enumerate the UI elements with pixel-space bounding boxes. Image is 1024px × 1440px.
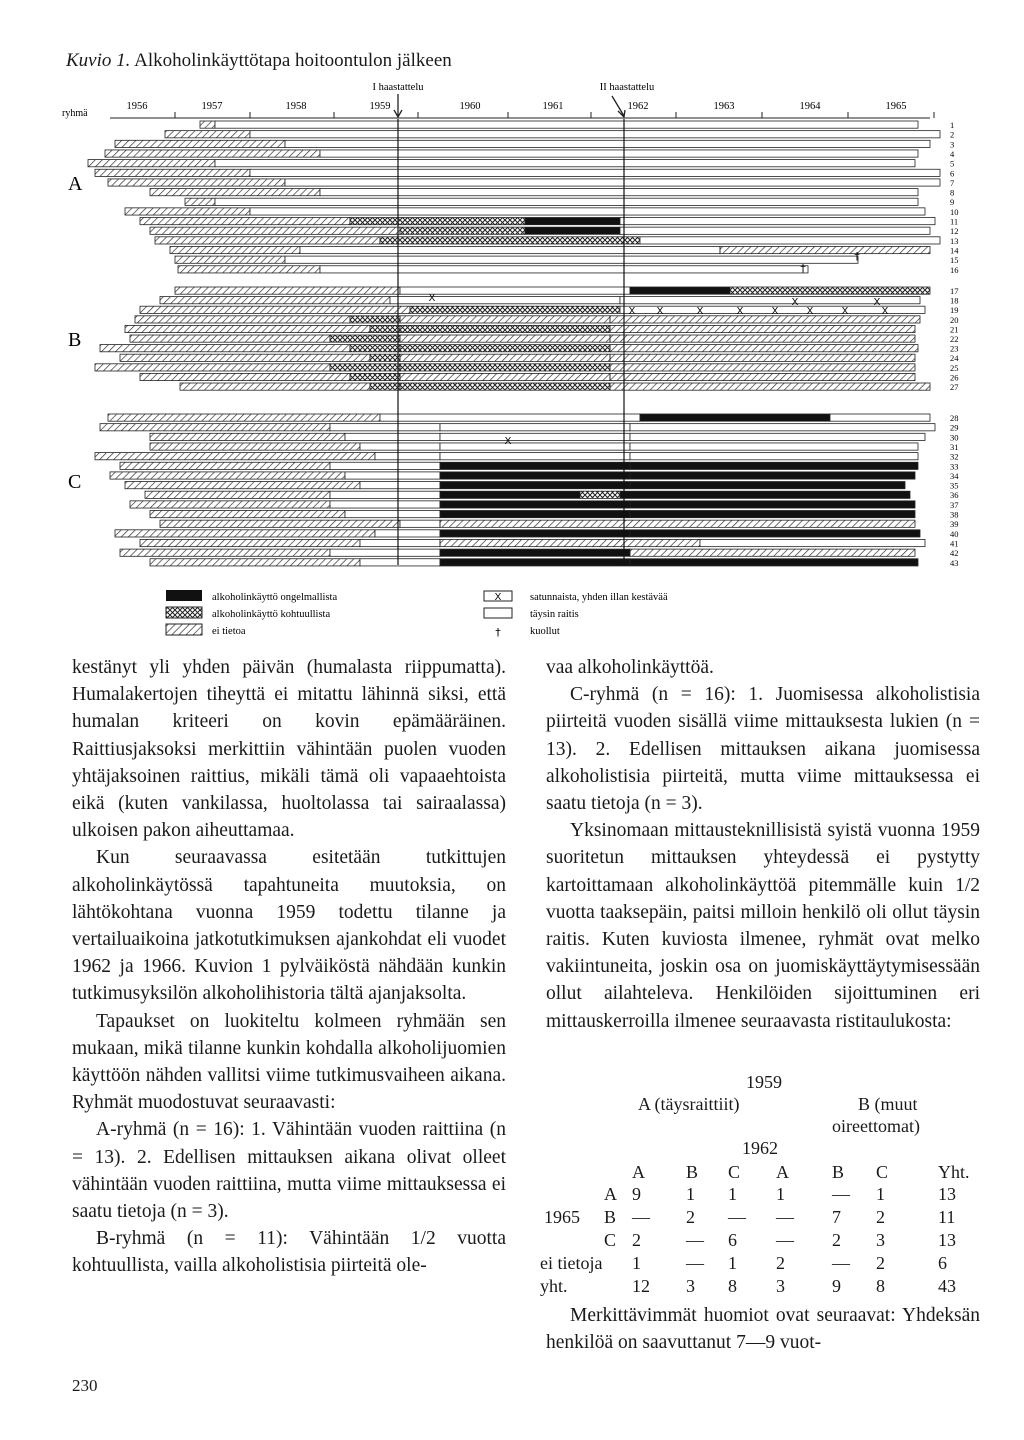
history-bar-segment (525, 218, 620, 225)
history-bar-segment (120, 549, 330, 556)
table-cell: 8 (876, 1276, 885, 1296)
occasional-mark: X (696, 306, 704, 317)
history-bar-segment (250, 169, 940, 176)
row-number: 36 (950, 490, 959, 501)
row-number: 17 (950, 286, 959, 296)
table-cell: 3 (776, 1276, 785, 1296)
paragraph: Tapaukset on luokiteltu kolmeen ryhmään sen mukaan, mikä tilanne kunkin kohdalla alkoholijuomien käyttöön nähden vallitsi viime tutkimusvaiheen aikana. Ryhmät muodostuvat seuraavasti: (72, 1010, 506, 1114)
interview-2-label: II haastattelu (599, 82, 655, 93)
table-cell: — (686, 1253, 704, 1273)
row-number: 41 (950, 538, 959, 549)
table-header-cell: Yht. (938, 1162, 970, 1182)
left-column (72, 654, 506, 1280)
row-number: 22 (950, 334, 959, 344)
table-cell: 1 (632, 1253, 641, 1273)
row-number: 18 (950, 295, 959, 306)
table-cell: — (832, 1184, 850, 1204)
row-number: 28 (950, 413, 959, 423)
row-number: 5 (950, 158, 955, 169)
row-number: 23 (950, 343, 959, 354)
year-label: 1961 (542, 101, 564, 112)
occasional-mark: X (628, 306, 636, 317)
ryhma-label: ryhmä (62, 108, 88, 119)
history-bar-segment (700, 539, 925, 546)
history-bar-segment (160, 297, 390, 304)
row-number: 33 (950, 461, 959, 472)
table-cell: 1 (776, 1184, 785, 1204)
history-bar-segment (95, 364, 330, 371)
legend-swatch-no-info (166, 624, 202, 635)
table-year-1959: 1959 (746, 1072, 782, 1092)
history-bar-segment (400, 345, 610, 352)
history-bar-segment (125, 325, 370, 332)
year-label: 1959 (369, 101, 391, 112)
history-bar-segment (95, 453, 375, 460)
table-row-label: A (604, 1184, 617, 1204)
history-bar-segment (630, 424, 935, 431)
right-column (546, 654, 980, 1035)
history-bar-segment (130, 335, 330, 342)
paragraph: A-ryhmä (n = 16): 1. Vähintään vuoden raittiina (n = 13). 2. Edellisen mittauksen aikana olivat olleet vähintään vuoden raittiina, mutta viime mittauksessa ei saatu tietoja (n = 3). (72, 1119, 506, 1223)
history-bar-segment (95, 169, 250, 176)
row-number: 10 (950, 206, 959, 217)
death-mark: † (800, 262, 806, 275)
row-number: 6 (950, 168, 955, 179)
history-bar-segment (155, 237, 380, 244)
occasional-mark: X (806, 306, 814, 317)
history-bar-segment (440, 511, 630, 518)
history-bar-segment (345, 511, 440, 518)
occasional-mark: X (771, 306, 779, 317)
table-year-1965: 1965 (544, 1207, 580, 1227)
year-label: 1957 (201, 101, 223, 112)
history-bar-segment (345, 472, 440, 479)
history-bar-segment (330, 549, 440, 556)
history-bar-segment (88, 160, 215, 167)
paragraph: Yksinomaan mittausteknillisistä syistä vuonna 1959 suoritetun mittauksen yhteydessä ei pystytty kartoittamaan alkoholinkäyttöä pitemmälle kuin 1/2 vuotta taaksepäin, paitsi milloin henkilö oli ollut täysin raitis. Kuten kuviosta ilmenee, ryhmät ovat melko vakiintuneita, joskin osa on juomiskäyttäytymisessään ollut ailahteleva. Henkilöiden sijoittuminen eri mittauskerroilla ilmenee seuraavasta ristitaulukosta: (546, 820, 980, 1032)
history-bar-segment (375, 530, 440, 537)
legend-label: kuollut (530, 626, 560, 637)
history-bar-segment (175, 256, 285, 263)
history-bar-segment (350, 373, 400, 380)
row-number: 11 (950, 216, 959, 227)
history-bar-segment (440, 482, 630, 489)
row-number: 26 (950, 372, 959, 383)
death-mark: † (854, 250, 860, 263)
history-bar-segment (630, 549, 915, 556)
history-bar-segment (285, 140, 930, 147)
table-cell: 43 (938, 1276, 956, 1296)
table-header-cell: B (686, 1162, 699, 1182)
row-number: 12 (950, 226, 959, 237)
history-bar-segment (620, 218, 935, 225)
table-cell: — (776, 1207, 794, 1227)
legend-swatch-problem (166, 590, 202, 601)
history-bar-segment (580, 491, 620, 498)
table-cell: 6 (728, 1230, 737, 1250)
history-bar-segment (135, 316, 350, 323)
table-header-cell: C (876, 1162, 889, 1182)
history-bar-segment (120, 462, 330, 469)
row-number: 14 (950, 245, 959, 256)
legend-dead-glyph: † (495, 626, 501, 639)
history-bar-segment (630, 501, 915, 508)
history-bar-segment (610, 335, 915, 342)
history-bar-segment (730, 287, 930, 294)
row-number: 27 (950, 382, 959, 392)
history-bar-segment (175, 287, 400, 294)
table-cell: 6 (938, 1253, 947, 1273)
history-bar-segment (150, 189, 320, 196)
table-cell: — (686, 1230, 704, 1250)
table-header-cell: A (632, 1162, 645, 1182)
paragraph: kestänyt yli yhden päivän (humalasta riippumatta). Humalakertojen tiheyttä ei mitattu lähinnä siksi, että humalan kriteeri on kovin epämääräinen. Raittiusjaksoksi merkittiin vähintään puolen vuoden yhtäjaksoinen raittius, mikäli tämä oli vapaaehtoista eikä (kuten vankilassa, huoltolassa tai sairaalassa) ulkoisen pakon aiheuttamaa. (72, 657, 506, 842)
year-label: 1965 (885, 101, 907, 112)
row-number: 8 (950, 187, 955, 198)
history-bar-segment (320, 266, 808, 273)
history-bar-segment (390, 297, 620, 304)
legend-swatch-moderate (166, 607, 202, 618)
row-number: 15 (950, 255, 959, 266)
history-bar-segment (720, 246, 930, 253)
history-bar-segment (440, 559, 630, 566)
table-cell: 2 (832, 1230, 841, 1250)
table-group-b: B (muut (858, 1094, 918, 1114)
table-cell: — (728, 1207, 746, 1227)
row-number: 13 (950, 235, 959, 246)
occasional-mark: X (791, 297, 799, 308)
table-cell: 1 (728, 1253, 737, 1273)
row-number: 37 (950, 499, 959, 510)
row-number: 38 (950, 509, 959, 520)
table-cell: 2 (776, 1253, 785, 1273)
history-bar-segment (525, 227, 620, 234)
row-number: 9 (950, 197, 955, 208)
table-cell: 1 (686, 1184, 695, 1204)
history-bar-segment (360, 443, 440, 450)
table-cell: 9 (632, 1184, 641, 1204)
table-cell: 3 (876, 1230, 885, 1250)
history-bar-segment (370, 383, 400, 390)
history-bar-segment (180, 383, 370, 390)
history-bar-segment (185, 198, 215, 205)
history-bar-segment (140, 373, 350, 380)
table-cell: — (632, 1207, 650, 1227)
history-bar-segment (440, 491, 580, 498)
history-bar-segment (620, 491, 910, 498)
row-number: 24 (950, 353, 959, 364)
table-cell: 1 (728, 1184, 737, 1204)
history-bar-segment (140, 218, 350, 225)
history-bar-segment (380, 414, 640, 421)
history-bar-segment (440, 462, 630, 469)
history-bar-segment (130, 501, 330, 508)
history-bar-segment (630, 511, 915, 518)
bottom-right-paragraph (546, 1302, 980, 1356)
legend-label: alkoholinkäyttö kohtuullista (212, 609, 331, 620)
table-cell: 13 (938, 1184, 956, 1204)
history-bar-segment (620, 227, 930, 234)
occasional-mark: X (873, 297, 881, 308)
history-bar-segment (285, 256, 858, 263)
history-bar-segment (410, 306, 620, 313)
row-number: 2 (950, 129, 955, 140)
history-bar-segment (440, 472, 630, 479)
history-bar-segment (630, 482, 905, 489)
history-bar-segment (108, 179, 285, 186)
table-year-1962: 1962 (742, 1138, 778, 1158)
table-cell: — (776, 1230, 794, 1250)
table-cell: 1 (876, 1184, 885, 1204)
table-cell: 12 (632, 1276, 650, 1296)
row-number: 25 (950, 362, 959, 373)
history-bar-segment (400, 325, 610, 332)
year-label: 1964 (799, 101, 821, 112)
history-bar-segment (440, 443, 630, 450)
history-bar-segment (300, 246, 720, 253)
table-row-label: ei tietoja (540, 1253, 603, 1273)
table-cell: — (832, 1253, 850, 1273)
year-label: 1956 (126, 101, 148, 112)
history-bar-segment (640, 237, 940, 244)
interview-2-arrow (612, 96, 625, 117)
history-bar-segment (350, 316, 400, 323)
history-bar-segment (400, 354, 610, 361)
occasional-mark: X (841, 306, 849, 317)
table-cell: 2 (632, 1230, 641, 1250)
history-bar-segment (120, 354, 370, 361)
row-number: 40 (950, 528, 959, 539)
row-number: 20 (950, 314, 959, 325)
history-bar-segment (140, 539, 360, 546)
figure-caption (66, 50, 452, 72)
history-bar-segment (360, 539, 440, 546)
history-bar-segment (440, 433, 630, 440)
history-bar-segment (630, 462, 918, 469)
table-cell: 9 (832, 1276, 841, 1296)
group-label: B (68, 329, 82, 351)
page-number: 230 (72, 1376, 98, 1395)
history-bar-segment (178, 266, 320, 273)
table-cell: 3 (686, 1276, 695, 1296)
history-bar-segment (640, 414, 830, 421)
history-bar-segment (200, 121, 215, 128)
history-bar-segment (125, 208, 250, 215)
legend-label: satunnaista, yhden illan kestävää (530, 592, 668, 603)
row-number: 21 (950, 324, 959, 335)
history-bar-segment (215, 198, 918, 205)
year-label: 1958 (285, 101, 307, 112)
row-number: 7 (950, 177, 955, 188)
table-cell: 7 (832, 1207, 841, 1227)
history-bar-segment (330, 424, 440, 431)
history-bar-segment (160, 520, 400, 527)
history-bar-segment (350, 345, 400, 352)
history-bar-segment (150, 227, 400, 234)
history-bar-segment (610, 373, 915, 380)
row-number: 34 (950, 470, 959, 481)
row-number: 29 (950, 422, 959, 433)
history-bar-segment (105, 150, 320, 157)
group-label: C (68, 471, 82, 493)
table-cell: 13 (938, 1230, 956, 1250)
history-bar-segment (330, 501, 440, 508)
row-number: 19 (950, 305, 959, 316)
history-bar-segment (610, 354, 915, 361)
history-bar-segment (440, 520, 915, 527)
history-bar-segment (250, 131, 940, 138)
occasional-mark: X (428, 293, 436, 304)
legend-label: alkoholinkäyttö ongelmallista (212, 592, 338, 603)
history-bar-segment (610, 383, 930, 390)
history-bar-segment (108, 414, 380, 421)
legend-label: täysin raitis (530, 609, 579, 620)
paragraph: vaa alkoholinkäyttöä. (546, 657, 714, 678)
history-bar-segment (150, 433, 345, 440)
paragraph: Kun seuraavassa esitetään tutkittujen alkoholinkäytössä tapahtuneita muutoksia, on lähtökohtana vuonna 1959 todettu tilanne ja vertailuaikoina jatkotutkimuksen ajankohdat eli vuodet 1962 ja 1966. Kuvion 1 pylväiköstä nähdään kunkin tutkimusyksilön alkoholihistoria tältä ajanjaksolta. (72, 847, 506, 1005)
occasional-mark: X (881, 306, 889, 317)
history-bar-segment (330, 491, 440, 498)
history-bar-segment (150, 511, 345, 518)
row-number: 3 (950, 139, 955, 150)
history-bar-segment (100, 424, 330, 431)
history-bar-segment (345, 433, 440, 440)
table-row-label: B (604, 1207, 617, 1227)
history-bar-segment (630, 530, 920, 537)
history-bar-segment (400, 373, 610, 380)
history-bar-segment (320, 150, 918, 157)
history-bar-segment (145, 491, 330, 498)
row-number: 16 (950, 264, 959, 275)
table-cell: 2 (876, 1207, 885, 1227)
row-number: 30 (950, 432, 959, 443)
row-number: 4 (950, 148, 955, 159)
year-label: 1960 (459, 101, 481, 112)
row-number: 32 (950, 451, 959, 462)
history-bar-segment (630, 433, 925, 440)
history-bar-segment (330, 364, 400, 371)
table-group-b-2: oireettomat) (832, 1116, 920, 1136)
history-bar-segment (285, 179, 940, 186)
history-bar-segment (150, 443, 360, 450)
table-group-a: A (täysraittiit) (638, 1094, 740, 1114)
table-header-cell: B (832, 1162, 845, 1182)
history-bar-segment (330, 335, 400, 342)
history-bar-segment (115, 530, 375, 537)
table-header-cell: C (728, 1162, 741, 1182)
row-number: 31 (950, 441, 959, 452)
history-bar-segment (350, 218, 525, 225)
history-bar-segment (100, 345, 350, 352)
legend-occasional-glyph: X (494, 592, 502, 603)
history-bar-segment (250, 208, 925, 215)
occasional-mark: X (736, 306, 744, 317)
history-bar-segment (125, 482, 360, 489)
interview-1-label: I haastattelu (372, 82, 424, 93)
history-bar-segment (610, 364, 915, 371)
history-bar-segment (360, 482, 440, 489)
history-bar-segment (440, 424, 630, 431)
row-number: 35 (950, 480, 959, 491)
year-label: 1963 (713, 101, 735, 112)
row-number: 1 (950, 120, 955, 130)
history-bar-segment (115, 140, 285, 147)
history-bar-segment (440, 549, 630, 556)
figure-title: Alkoholinkäyttötapa hoitoontulon jälkeen (134, 50, 452, 71)
crosstab-table (540, 1068, 980, 1298)
row-number: 42 (950, 548, 959, 559)
history-bar-segment (370, 325, 400, 332)
history-bar-segment (330, 462, 440, 469)
legend-label: ei tietoa (212, 626, 246, 637)
table-row-label: C (604, 1230, 617, 1250)
history-bar-segment (215, 160, 915, 167)
occasional-mark: X (504, 436, 512, 447)
history-bar-segment (830, 414, 930, 421)
paragraph: B-ryhmä (n = 11): Vähintään 1/2 vuotta kohtuullista, vailla alkoholistisia piirteitä ole- (72, 1228, 506, 1277)
history-bar-segment (320, 189, 918, 196)
history-bar-segment (610, 325, 915, 332)
history-bar-segment (215, 121, 918, 128)
row-number: 43 (950, 557, 959, 568)
figure-label: Kuvio 1. (66, 50, 131, 71)
history-bar-segment (440, 501, 630, 508)
history-bar-segment (360, 559, 440, 566)
history-bar-segment (165, 131, 250, 138)
history-bar-segment (440, 453, 630, 460)
table-cell: 2 (686, 1207, 695, 1227)
legend-swatch-abstinent (484, 608, 512, 618)
history-bar-segment (375, 453, 440, 460)
paragraph: Merkittävimmät huomiot ovat seuraavat: Yhdeksän henkilöä on saavuttanut 7—9 vuot- (546, 1305, 980, 1354)
history-bar-segment (400, 227, 525, 234)
history-bar-segment (380, 237, 640, 244)
history-bar-segment (630, 559, 918, 566)
history-bar-segment (630, 287, 730, 294)
table-cell: 11 (938, 1207, 956, 1227)
history-bar-segment (150, 559, 360, 566)
history-bar-segment (440, 539, 700, 546)
table-row-label: yht. (540, 1276, 568, 1296)
history-bar-segment (400, 335, 610, 342)
history-bar-segment (110, 472, 345, 479)
table-header-cell: A (776, 1162, 789, 1182)
history-bar-segment (140, 306, 410, 313)
history-bar-segment (400, 383, 610, 390)
history-bar-segment (400, 316, 610, 323)
occasional-mark: X (656, 306, 664, 317)
history-bar-segment (170, 246, 300, 253)
table-cell: 2 (876, 1253, 885, 1273)
group-label: A (68, 173, 83, 195)
history-bar-segment (610, 345, 918, 352)
history-bar-segment (400, 364, 610, 371)
history-bar-segment (370, 354, 400, 361)
history-bar-segment (630, 472, 915, 479)
paragraph: C-ryhmä (n = 16): 1. Juomisessa alkoholistisia piirteitä vuoden sisällä viime mittauksesta lukien (n = 13). 2. Edellisen mittauksen aikana juomisessa alkoholistisia piirteitä, mutta viime mittauksessa ei saatu tietoja (n = 3). (546, 684, 980, 815)
history-bar-segment (630, 453, 918, 460)
history-bar-segment (630, 443, 918, 450)
interview-1-arrow (394, 94, 402, 117)
year-label: 1962 (627, 101, 649, 112)
alcohol-history-figure (0, 70, 1024, 650)
history-bar-segment (440, 530, 630, 537)
history-bar-segment (400, 520, 440, 527)
row-number: 39 (950, 519, 959, 530)
table-cell: 8 (728, 1276, 737, 1296)
